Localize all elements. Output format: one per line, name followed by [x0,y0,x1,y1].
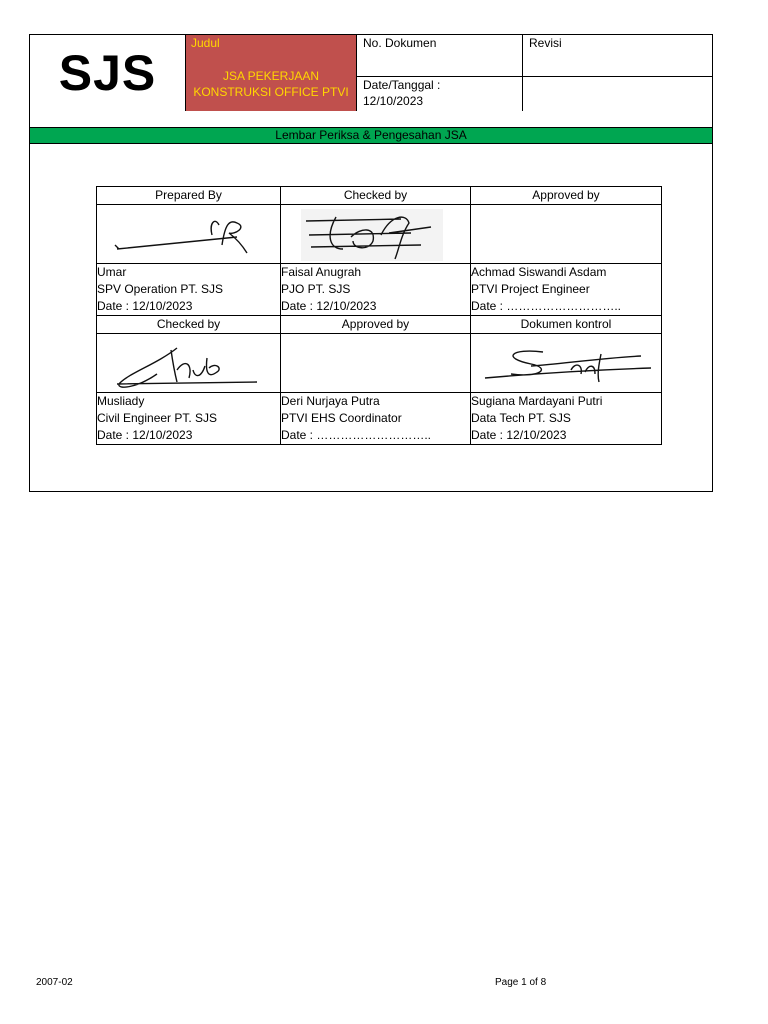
signature-cell [281,205,471,264]
signature-cell [471,334,662,393]
section-title: Lembar Periksa & Pengesahan JSA [30,127,712,144]
table-row [97,205,662,264]
signature-cell [97,205,281,264]
header-prepared-by: Prepared By [97,187,281,205]
date-empty-cell [522,77,713,111]
person-date: Date : 12/10/2023 [97,299,193,313]
person-name: Achmad Siswandi Asdam [471,265,607,279]
header-dokumen-kontrol: Dokumen kontrol [471,316,662,334]
signature-cell [97,334,281,393]
title-cell [185,35,357,111]
table-row [97,334,662,393]
person-role: Civil Engineer PT. SJS [97,411,218,425]
person-date: Date : 12/10/2023 [471,428,567,442]
signature-umar [97,205,280,263]
person-name: Umar [97,265,127,279]
document-title: JSA PEKERJAAN KONSTRUKSI OFFICE PTVI [193,69,349,99]
table-row [97,264,662,316]
table-row [97,393,662,445]
signature-cell-empty [281,334,471,393]
person-info [281,264,471,316]
person-date: Date : ……………………….. [471,299,622,313]
signature-musliady [97,334,280,392]
date-value: 12/10/2023 [363,94,424,108]
signature-sugiana [471,334,661,392]
person-info [97,264,281,316]
person-name: Musliady [97,394,145,408]
person-date: Date : ……………………….. [281,428,432,442]
no-dokumen-label: No. Dokumen [357,35,522,77]
signature-cell-empty [471,205,662,264]
table-row [97,187,662,205]
date-cell [357,77,522,111]
revisi-label: Revisi [522,35,713,77]
person-role: PTVI Project Engineer [471,282,590,296]
footer-code: 2007-02 [36,977,73,988]
person-info [471,393,662,445]
header-approved-by: Approved by [281,316,471,334]
person-role: PTVI EHS Coordinator [281,411,402,425]
header-checked-by: Checked by [281,187,471,205]
person-role: SPV Operation PT. SJS [97,282,224,296]
approval-table [96,186,662,445]
person-info [281,393,471,445]
person-info [471,264,662,316]
date-label: Date/Tanggal : [363,78,441,92]
header-checked-by: Checked by [97,316,281,334]
footer-page-number: Page 1 of 8 [495,977,547,988]
company-logo: SJS [58,45,157,101]
person-name: Faisal Anugrah [281,265,362,279]
judul-label: Judul [191,36,220,50]
person-role: PJO PT. SJS [281,282,351,296]
signature-faisal [281,205,470,263]
table-row [97,316,662,334]
header-approved-by: Approved by [471,187,662,205]
person-role: Data Tech PT. SJS [471,411,571,425]
person-name: Deri Nurjaya Putra [281,394,380,408]
person-name: Sugiana Mardayani Putri [471,394,603,408]
person-date: Date : 12/10/2023 [97,428,193,442]
person-date: Date : 12/10/2023 [281,299,377,313]
person-info [97,393,281,445]
